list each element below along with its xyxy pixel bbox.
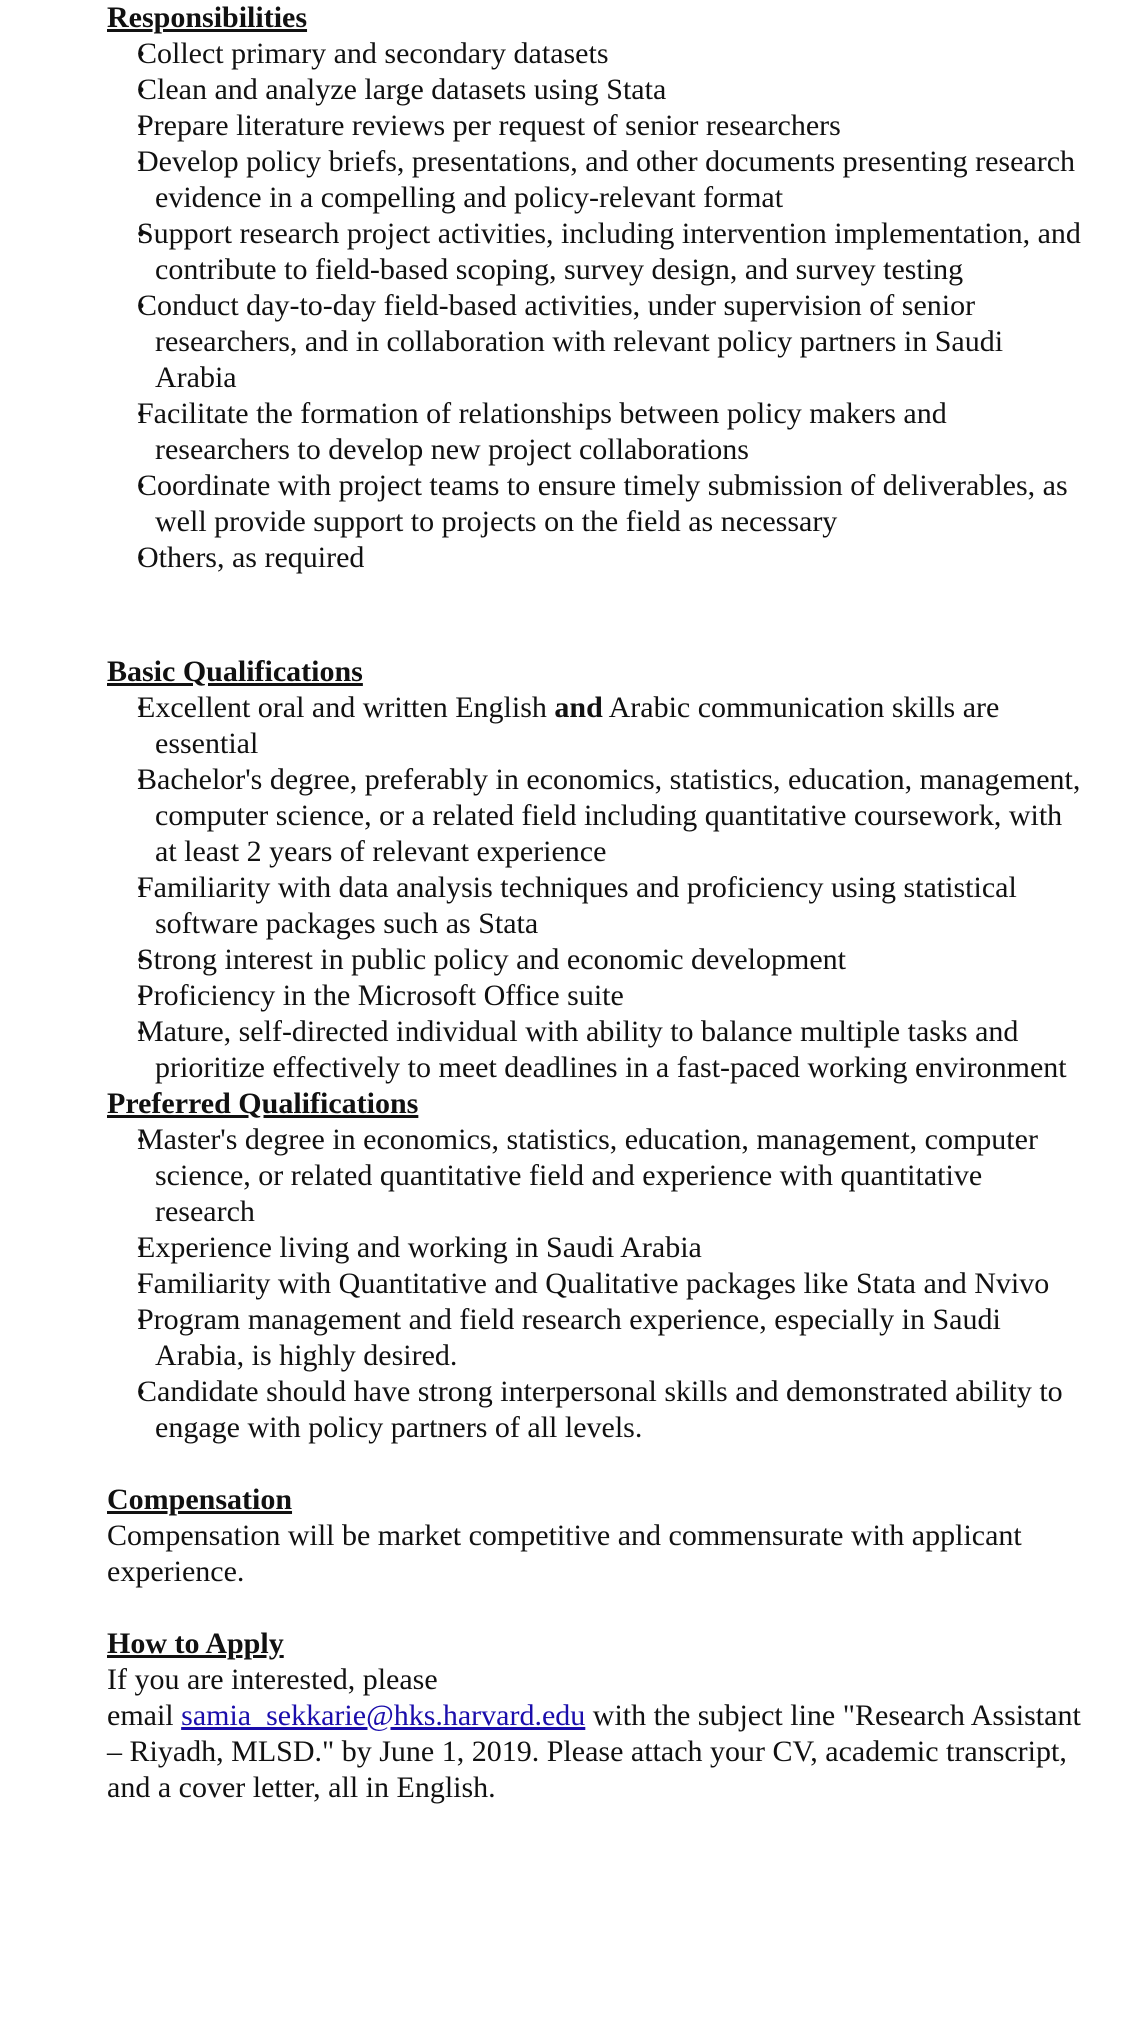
bold-emphasis: and <box>554 691 603 724</box>
how-to-apply-intro: If you are interested, please <box>107 1663 438 1696</box>
basic-qualifications-heading: Basic Qualifications <box>107 655 363 688</box>
list-item: • Collect primary and secondary datasets <box>107 36 1087 72</box>
how-to-apply-heading: How to Apply <box>107 1627 284 1660</box>
list-item: • Strong interest in public policy and economic development <box>107 942 1087 978</box>
list-item: • Develop policy briefs, presentations, and other documents presenting research evidence in a compelling and policy-relevant format <box>107 144 1087 216</box>
list-item: • Experience living and working in Saudi Arabia <box>107 1230 1087 1266</box>
section-spacer <box>107 1590 1087 1626</box>
list-item: • Proficiency in the Microsoft Office suite <box>107 978 1087 1014</box>
list-item: • Candidate should have strong interpersonal skills and demonstrated ability to engage with policy partners of all levels. <box>107 1374 1087 1446</box>
list-item: • Mature, self-directed individual with ability to balance multiple tasks and prioritize effectively to meet deadlines in a fast-paced working environment <box>107 1014 1087 1086</box>
list-item-text: Excellent oral and written English <box>137 691 555 724</box>
compensation-section <box>107 1482 1087 1590</box>
preferred-qualifications-section <box>107 1086 1087 1446</box>
section-spacer <box>107 576 1087 654</box>
how-to-apply-section <box>107 1626 1087 1806</box>
list-item: • Clean and analyze large datasets using Stata <box>107 72 1087 108</box>
list-item: • Facilitate the formation of relationships between policy makers and researchers to develop new project collaborations <box>107 396 1087 468</box>
list-item: • Master's degree in economics, statistics, education, management, computer science, or related quantitative field and experience with quantitative research <box>107 1122 1087 1230</box>
list-item: • Conduct day-to-day field-based activities, under supervision of senior researchers, and in collaboration with relevant policy partners in Saudi Arabia <box>107 288 1087 396</box>
responsibilities-heading: Responsibilities <box>107 1 308 34</box>
email-prefix: email <box>107 1699 182 1732</box>
responsibilities-list <box>107 36 1087 576</box>
preferred-qualifications-heading: Preferred Qualifications <box>107 1087 419 1120</box>
list-item <box>107 690 1087 762</box>
list-item: • Support research project activities, including intervention implementation, and contribute to field-based scoping, survey design, and survey testing <box>107 216 1087 288</box>
list-item: • Program management and field research experience, especially in Saudi Arabia, is highly desired. <box>107 1302 1087 1374</box>
compensation-text: Compensation will be market competitive and commensurate with applicant experience. <box>107 1519 1022 1588</box>
responsibilities-section <box>107 0 1087 576</box>
basic-qualifications-section <box>107 654 1087 1086</box>
list-item: • Familiarity with Quantitative and Qualitative packages like Stata and Nvivo <box>107 1266 1087 1302</box>
list-item: • Familiarity with data analysis techniques and proficiency using statistical software packages such as Stata <box>107 870 1087 942</box>
list-item: • Coordinate with project teams to ensure timely submission of deliverables, as well provide support to projects on the field as necessary <box>107 468 1087 540</box>
how-to-apply-instructions <box>107 1698 1087 1806</box>
list-item: • Bachelor's degree, preferably in economics, statistics, education, management, computer science, or a related field including quantitative coursework, with at least 2 years of relevant experience <box>107 762 1087 870</box>
section-spacer <box>107 1446 1087 1482</box>
compensation-heading: Compensation <box>107 1483 293 1516</box>
application-details: with the subject line "Research Assistant – Riyadh, MLSD." by June 1, 2019. Please attach your CV, academic transcript, and a cover letter, all in English. <box>107 1699 1081 1804</box>
list-item: • Prepare literature reviews per request of senior researchers <box>107 108 1087 144</box>
list-item-text: Arabic communication skills are essential <box>155 691 1000 760</box>
job-posting-document <box>107 0 1087 1806</box>
basic-qualifications-list <box>107 690 1087 1086</box>
list-item: • Others, as required <box>107 540 1087 576</box>
email-link[interactable]: samia_sekkarie@hks.harvard.edu <box>181 1699 586 1732</box>
preferred-qualifications-list <box>107 1122 1087 1446</box>
